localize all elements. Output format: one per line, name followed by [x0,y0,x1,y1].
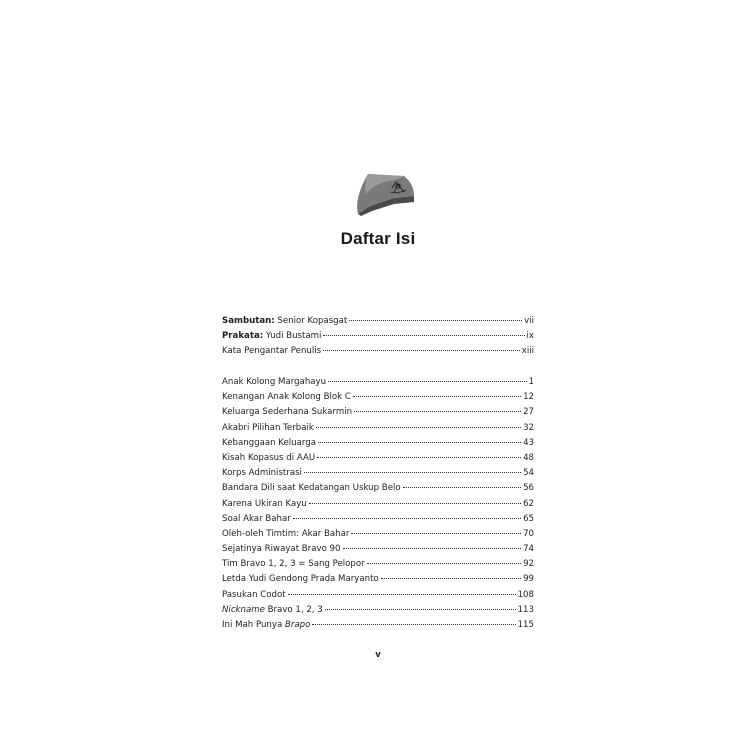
dot-leader [318,442,521,443]
toc-entry[interactable] [222,542,534,557]
toc-entry[interactable] [222,572,534,587]
toc-entry-label: Kata Pengantar Penulis [222,346,322,357]
toc-entry-page: 1 [528,377,534,387]
dot-leader [367,563,521,564]
dot-leader [325,609,516,610]
toc-entry-page: 27 [523,407,534,418]
dot-leader [328,381,526,382]
toc-entry[interactable] [222,390,534,405]
toc-entry-page: 54 [523,468,534,479]
toc-entry-page: 74 [523,544,534,555]
toc-entry[interactable] [222,329,534,344]
toc-entry[interactable] [222,481,534,496]
dot-leader [312,624,515,625]
toc-entry-label: Karena Ukiran Kayu [222,498,307,509]
toc-entry-label: Sambutan: Senior Kopasgat [222,316,348,326]
toc-entry-label: Kenangan Anak Kolong Blok C [222,392,351,403]
toc-entry[interactable] [222,603,534,618]
toc-entry[interactable] [222,618,534,633]
toc-entry-label: Prakata: Yudi Bustami [222,331,322,342]
toc-entry-label: Oleh-oleh Timtim: Akar Bahar [222,528,350,539]
toc-entry-page: 32 [523,422,534,433]
toc-entry-page: xiii [521,346,534,357]
dot-leader [288,594,516,595]
dot-leader [349,320,522,321]
toc-entry[interactable] [222,557,534,572]
toc-chapters [222,375,534,633]
toc-entry[interactable] [222,344,534,359]
toc-entry-label: Anak Kolong Margahayu [222,377,327,387]
toc-entry[interactable] [222,314,534,329]
toc-entry[interactable] [222,512,534,527]
toc-entry-page: 108 [517,589,534,600]
toc-entry-page: 56 [523,483,534,494]
toc-entry-label: Tim Bravo 1, 2, 3 = Sang Pelopor [222,559,365,570]
dot-leader [354,411,521,412]
dot-leader [323,335,524,336]
toc-entry-page: 65 [523,513,534,524]
toc-entry-label: Kebanggaan Keluarga [222,437,316,448]
toc-entry-label: Soal Akar Bahar [222,513,291,524]
toc-entry-label: Sejatinya Riwayat Bravo 90 [222,544,341,555]
dot-leader [304,472,521,473]
dot-leader [323,350,520,351]
toc-front-matter [222,314,534,360]
dot-leader [317,457,521,458]
toc-entry[interactable] [222,588,534,603]
beret-icon [354,168,416,216]
toc-entry-page: 99 [523,574,534,585]
toc-entry-label: Nickname Bravo 1, 2, 3 [222,604,323,615]
toc-entry-page: 12 [523,392,534,403]
toc-entry-label: Akabri Pilihan Terbaik [222,422,314,433]
toc-entry[interactable] [222,405,534,420]
dot-leader [381,578,521,579]
toc-entry-label: Pasukan Codot [222,589,286,600]
toc-entry-label: Ini Mah Punya Brapo [222,620,311,630]
page-title: Daftar Isi [340,229,416,248]
toc-entry-page: 92 [523,559,534,570]
toc-entry[interactable] [222,451,534,466]
toc-entry[interactable] [222,527,534,542]
toc-entry-label: Bandara Dili saat Kedatangan Uskup Belo [222,483,401,494]
toc-entry-page: 113 [517,604,534,615]
toc-entry-page: 43 [523,437,534,448]
toc-entry-page: 70 [523,528,534,539]
dot-leader [309,503,521,504]
dot-leader [316,427,521,428]
toc-entry[interactable] [222,375,534,390]
toc-entry[interactable] [222,421,534,436]
dot-leader [293,518,521,519]
page-number: v [375,650,381,660]
toc-entry-page: ix [526,331,534,342]
toc-entry-page: 48 [523,452,534,463]
toc-entry[interactable] [222,497,534,512]
toc-entry[interactable] [222,436,534,451]
dot-leader [403,487,521,488]
toc-entry-page: 115 [517,620,534,630]
dot-leader [343,548,522,549]
toc-entry-label: Keluarga Sederhana Sukarmin [222,407,353,418]
toc-entry-page: 62 [523,498,534,509]
toc-entry-label: Letda Yudi Gendong Prada Maryanto [222,574,379,585]
toc-entry[interactable] [222,466,534,481]
dot-leader [351,533,521,534]
toc-entry-page: vii [524,316,534,326]
dot-leader [353,396,521,397]
toc-entry-label: Kisah Kopasus di AAU [222,452,316,463]
toc-entry-label: Korps Administrasi [222,468,302,479]
